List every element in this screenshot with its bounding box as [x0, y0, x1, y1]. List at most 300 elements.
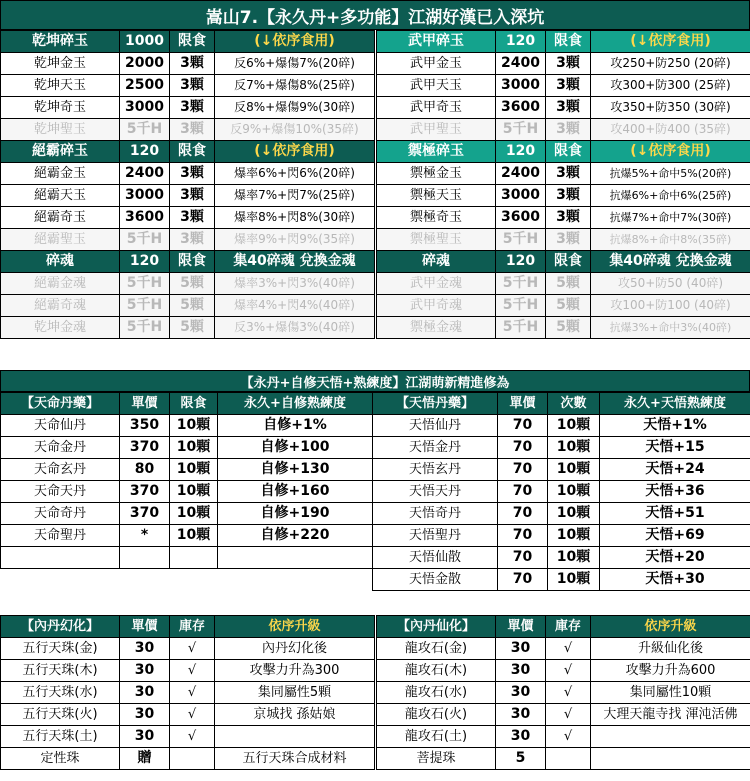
block-header-cell: (↓依序食用)	[591, 31, 750, 53]
item-row-cell: 3000	[120, 97, 170, 119]
stone-row-cell: 升級仙化後	[591, 638, 750, 660]
stone-row	[377, 704, 750, 726]
soul-header-cell: 限食	[170, 251, 215, 273]
stone-header-cell: 【內丹仙化】	[377, 616, 496, 638]
soul-row-cell: 5顆	[546, 273, 591, 295]
item-row-unavailable-cell: 反9%+爆傷10%(35碎)	[215, 119, 375, 141]
elixir-row-cell: 天悟+30	[600, 569, 750, 591]
item-row-cell: 3顆	[546, 97, 591, 119]
elixir-row-cell: 70	[498, 415, 548, 437]
stone-row	[377, 748, 750, 770]
pearl-row-cell: 五行天珠(金)	[1, 638, 120, 660]
elixir-row-cell: 天悟玄丹	[373, 459, 498, 481]
item-row-cell: 3顆	[170, 163, 215, 185]
item-row-unavailable	[377, 119, 750, 141]
item-row-cell: 3顆	[546, 163, 591, 185]
elixir-row-cell: 70	[498, 481, 548, 503]
soul-row-cell: 武甲金魂	[377, 273, 496, 295]
stone-header	[377, 616, 750, 638]
pearl-row	[1, 748, 375, 770]
elixir-row-cell: 10顆	[548, 547, 600, 569]
pearl-row	[1, 660, 375, 682]
item-row-unavailable	[1, 229, 375, 251]
block-header-cell: 1000	[120, 31, 170, 53]
elixir-row-cell: 天悟天丹	[373, 481, 498, 503]
elixir-row-cell: 10顆	[548, 459, 600, 481]
pearl-row-cell: 贈	[120, 748, 170, 770]
elixir-row-cell: 自修+100	[218, 437, 373, 459]
elixir-row-cell: 天命仙丹	[1, 415, 120, 437]
elixir-header	[1, 393, 373, 415]
elixir-header-cell: 永久+自修熟練度	[218, 393, 373, 415]
elixir-row-cell: 自修+1%	[218, 415, 373, 437]
item-row	[1, 97, 375, 119]
elixir-row-cell: 天命聖丹	[1, 525, 120, 547]
soul-row-cell: 絕霸奇魂	[1, 295, 120, 317]
pearl-row	[1, 726, 375, 748]
item-row-unavailable-cell: 抗爆8%+命中8%(35碎)	[591, 229, 750, 251]
elixir-row-cell: 10顆	[548, 437, 600, 459]
elixir-row	[1, 415, 373, 437]
pearl-row-cell: 30	[120, 726, 170, 748]
elixir-row-cell: 10顆	[170, 525, 218, 547]
elixir-row-cell: 天悟+20	[600, 547, 750, 569]
item-row	[1, 75, 375, 97]
stone-header-cell: 依序升級	[591, 616, 750, 638]
item-row-cell: 3600	[496, 97, 546, 119]
soul-row-cell: 抗爆3%+命中3%(40碎)	[591, 317, 750, 339]
item-row	[1, 185, 375, 207]
elixir-row	[373, 503, 750, 525]
pearl-row-cell	[215, 726, 375, 748]
elixir-row-cell: 10顆	[548, 415, 600, 437]
pearl-row-cell: 內丹幻化後	[215, 638, 375, 660]
pearl-row-cell: 五行天珠(土)	[1, 726, 120, 748]
block-header	[377, 141, 750, 163]
elixir-row-cell: 10顆	[170, 459, 218, 481]
block-header-cell: 乾坤碎玉	[1, 31, 120, 53]
elixir-row-cell: 天悟奇丹	[373, 503, 498, 525]
item-row-cell: 3600	[496, 207, 546, 229]
empty-cell	[120, 547, 170, 569]
item-row-cell: 抗爆6%+命中6%(25碎)	[591, 185, 750, 207]
elixir-header-cell: 限食	[170, 393, 218, 415]
pearl-row	[1, 704, 375, 726]
soul-row	[377, 273, 750, 295]
stone-row-cell: 龍攻石(土)	[377, 726, 496, 748]
item-row-unavailable-cell: 3顆	[546, 119, 591, 141]
item-row-cell: 爆率7%+閃7%(25碎)	[215, 185, 375, 207]
elixir-row	[373, 569, 750, 591]
item-row-unavailable-cell: 乾坤聖玉	[1, 119, 120, 141]
empty-cell	[170, 547, 218, 569]
item-row-cell: 絕霸金玉	[1, 163, 120, 185]
item-row-cell: 3顆	[546, 207, 591, 229]
soul-header-cell: 限食	[546, 251, 591, 273]
elixir-row-cell: 70	[498, 459, 548, 481]
elixir-row	[1, 481, 373, 503]
item-row-cell: 武甲金玉	[377, 53, 496, 75]
item-row-cell: 3顆	[546, 185, 591, 207]
elixir-row-cell: 370	[120, 503, 170, 525]
elixir-header	[373, 393, 750, 415]
item-row-cell: 禦極天玉	[377, 185, 496, 207]
item-row	[377, 75, 750, 97]
pearl-row-cell: √	[170, 704, 215, 726]
item-row-cell: 3顆	[546, 75, 591, 97]
soul-header-cell: 碎魂	[1, 251, 120, 273]
soul-row-cell: 5千H	[120, 295, 170, 317]
elixir-row-cell: 10顆	[548, 503, 600, 525]
elixir-row-cell: 天命奇丹	[1, 503, 120, 525]
elixir-row	[1, 525, 373, 547]
pearl-row-cell: √	[170, 682, 215, 704]
elixir-row-cell: 70	[498, 569, 548, 591]
item-row-unavailable-cell: 3顆	[546, 229, 591, 251]
elixir-row-cell: 350	[120, 415, 170, 437]
pearl-row-cell: 30	[120, 660, 170, 682]
block-header-cell: 120	[496, 141, 546, 163]
pearl-row-cell: 30	[120, 704, 170, 726]
stone-row-cell: √	[546, 638, 591, 660]
item-row-unavailable-cell: 3顆	[170, 229, 215, 251]
stone-header-cell: 單價	[496, 616, 546, 638]
pearl-row-cell	[170, 748, 215, 770]
stone-row-cell: 龍攻石(木)	[377, 660, 496, 682]
pearl-row	[1, 682, 375, 704]
elixir-header-cell: 【天命丹藥】	[1, 393, 120, 415]
soul-header-cell: 碎魂	[377, 251, 496, 273]
block-header	[1, 141, 375, 163]
stone-row-cell: 30	[496, 682, 546, 704]
block-header-cell: 限食	[546, 141, 591, 163]
pearl-row-cell: 京城找 孫姑娘	[215, 704, 375, 726]
stone-row-cell: 30	[496, 638, 546, 660]
elixir-row	[373, 525, 750, 547]
item-row-cell: 乾坤天玉	[1, 75, 120, 97]
pearl-row	[1, 638, 375, 660]
item-row-cell: 武甲天玉	[377, 75, 496, 97]
elixir-row-cell: 自修+130	[218, 459, 373, 481]
item-row-cell: 3顆	[170, 207, 215, 229]
stone-row	[377, 638, 750, 660]
elixir-row-cell: 天悟聖丹	[373, 525, 498, 547]
item-row-unavailable-cell: 武甲聖玉	[377, 119, 496, 141]
elixir-row-cell: 10顆	[170, 503, 218, 525]
pearl-row-cell: 30	[120, 638, 170, 660]
pearl-header-cell: 單價	[120, 616, 170, 638]
elixir-row-cell: 天悟+24	[600, 459, 750, 481]
pearl-header-cell: 庫存	[170, 616, 215, 638]
block-header-cell: (↓依序食用)	[591, 141, 750, 163]
pearl-header	[1, 616, 375, 638]
elixir-row-cell: 自修+160	[218, 481, 373, 503]
item-row-cell: 禦極金玉	[377, 163, 496, 185]
stone-row-cell	[546, 748, 591, 770]
item-row-cell: 禦極奇玉	[377, 207, 496, 229]
stone-header-cell: 庫存	[546, 616, 591, 638]
elixir-row-cell: 天悟仙散	[373, 547, 498, 569]
soul-row-cell: 5千H	[120, 317, 170, 339]
soul-header-cell: 120	[120, 251, 170, 273]
soul-header	[1, 251, 375, 273]
empty-cell	[218, 547, 373, 569]
neidan-huanhua-table	[0, 615, 375, 770]
elixir-row-cell: 370	[120, 437, 170, 459]
elixir-row-cell: 天悟仙丹	[373, 415, 498, 437]
item-row-cell: 3顆	[170, 53, 215, 75]
stone-row-cell: 龍攻石(火)	[377, 704, 496, 726]
item-row-unavailable-cell: 5千H	[496, 229, 546, 251]
elixir-row-cell: 370	[120, 481, 170, 503]
elixir-row	[373, 481, 750, 503]
elixir-row-cell: 天悟+69	[600, 525, 750, 547]
pearl-header-cell: 依序升級	[215, 616, 375, 638]
item-row-cell: 反6%+爆傷7%(20碎)	[215, 53, 375, 75]
soul-header	[377, 251, 750, 273]
item-row-cell: 攻300+防300 (25碎)	[591, 75, 750, 97]
stone-row	[377, 682, 750, 704]
elixir-row	[1, 437, 373, 459]
soul-row-cell: 禦極金魂	[377, 317, 496, 339]
stone-row-cell	[591, 726, 750, 748]
item-row-cell: 抗爆7%+命中7%(30碎)	[591, 207, 750, 229]
stone-row-cell	[591, 748, 750, 770]
item-row-cell: 3000	[120, 185, 170, 207]
item-row-unavailable-cell: 攻400+防400 (35碎)	[591, 119, 750, 141]
elixir-row-cell: 10顆	[548, 525, 600, 547]
item-row	[1, 163, 375, 185]
elixir-row-cell: 10顆	[548, 481, 600, 503]
pearl-row-cell: 五行天珠(火)	[1, 704, 120, 726]
stone-row-cell: √	[546, 726, 591, 748]
soul-row	[1, 295, 375, 317]
item-row-cell: 3顆	[170, 185, 215, 207]
block-header-cell: 禦極碎玉	[377, 141, 496, 163]
block-header-cell: 限食	[170, 141, 215, 163]
item-row-unavailable-cell: 5千H	[120, 119, 170, 141]
item-row-cell: 攻250+防250 (20碎)	[591, 53, 750, 75]
item-row-cell: 2500	[120, 75, 170, 97]
item-row-unavailable-cell: 5千H	[120, 229, 170, 251]
stone-row-cell: √	[546, 704, 591, 726]
item-row-cell: 3000	[496, 185, 546, 207]
item-row-cell: 3顆	[170, 75, 215, 97]
soul-row-cell: 5顆	[546, 295, 591, 317]
pearl-row-cell: 五行天珠(水)	[1, 682, 120, 704]
stone-row	[377, 660, 750, 682]
block-header	[377, 31, 750, 53]
item-row-cell: 絕霸天玉	[1, 185, 120, 207]
soul-row-cell: 爆率3%+閃3%(40碎)	[215, 273, 375, 295]
elixir-row-cell: 10顆	[170, 415, 218, 437]
elixir-row	[373, 547, 750, 569]
elixir-row-cell: 天悟金散	[373, 569, 498, 591]
pearl-row-cell: √	[170, 660, 215, 682]
block-header-cell: 限食	[546, 31, 591, 53]
pearl-row-cell: 定性珠	[1, 748, 120, 770]
item-row-unavailable-cell: 5千H	[496, 119, 546, 141]
elixir-row	[1, 503, 373, 525]
stone-row-cell: 集同屬性10顆	[591, 682, 750, 704]
elixir-row	[1, 459, 373, 481]
stone-row-cell: 30	[496, 726, 546, 748]
jade-table-left	[0, 30, 375, 339]
item-row-cell: 3000	[496, 75, 546, 97]
soul-row-cell: 5千H	[120, 273, 170, 295]
stone-row-cell: 30	[496, 660, 546, 682]
item-row	[377, 97, 750, 119]
item-row-unavailable-cell: 禦極聖玉	[377, 229, 496, 251]
soul-header-cell: 120	[496, 251, 546, 273]
block-header-cell: 限食	[170, 31, 215, 53]
stone-row-cell: 大理天龍寺找 渾沌活佛	[591, 704, 750, 726]
elixir-row-cell: 70	[498, 503, 548, 525]
empty-cell	[1, 547, 120, 569]
item-row-cell: 2400	[496, 53, 546, 75]
elixir-row-cell: 天悟+15	[600, 437, 750, 459]
soul-header-cell: 集40碎魂 兌換金魂	[215, 251, 375, 273]
item-row-cell: 2000	[120, 53, 170, 75]
jade-table-right	[376, 30, 750, 339]
item-row-unavailable	[1, 119, 375, 141]
elixir-row-cell: 80	[120, 459, 170, 481]
elixir-row-cell: 70	[498, 437, 548, 459]
item-row-cell: 絕霸奇玉	[1, 207, 120, 229]
elixir-row	[373, 459, 750, 481]
block-header-cell: (↓依序食用)	[215, 31, 375, 53]
stone-row-cell: 攻擊力升為600	[591, 660, 750, 682]
elixir-header-cell: 單價	[120, 393, 170, 415]
soul-row-cell: 5顆	[546, 317, 591, 339]
elixir-row	[373, 437, 750, 459]
soul-row-cell: 5顆	[170, 317, 215, 339]
elixir-row-cell: 天悟金丹	[373, 437, 498, 459]
item-row	[377, 207, 750, 229]
soul-row-cell: 5顆	[170, 273, 215, 295]
soul-row-cell: 5千H	[496, 295, 546, 317]
pearl-row-cell: 30	[120, 682, 170, 704]
elixir-header-cell: 永久+天悟熟練度	[600, 393, 750, 415]
item-row-unavailable	[377, 229, 750, 251]
block-header-cell: (↓依序食用)	[215, 141, 375, 163]
elixir-row-cell: 天命玄丹	[1, 459, 120, 481]
soul-row-cell: 乾坤金魂	[1, 317, 120, 339]
item-row-cell: 爆率8%+閃8%(30碎)	[215, 207, 375, 229]
stone-row-cell: 龍攻石(水)	[377, 682, 496, 704]
item-row-cell: 乾坤金玉	[1, 53, 120, 75]
item-row	[377, 185, 750, 207]
elixir-row-cell: 10顆	[170, 481, 218, 503]
soul-header-cell: 集40碎魂 兌換金魂	[591, 251, 750, 273]
pearl-row-cell: √	[170, 726, 215, 748]
neidan-xianhua-table	[376, 615, 750, 770]
tianwu-elixir-table	[372, 392, 750, 591]
soul-row-cell: 5顆	[170, 295, 215, 317]
section-band-elixir: 【永丹+自修天悟+熟練度】江湖萌新精進修為	[0, 370, 750, 392]
item-row-unavailable-cell: 絕霸聖玉	[1, 229, 120, 251]
elixir-row	[373, 415, 750, 437]
soul-row-cell: 絕霸金魂	[1, 273, 120, 295]
soul-row-cell: 武甲奇魂	[377, 295, 496, 317]
empty-row	[1, 547, 373, 569]
elixir-header-cell: 【天悟丹藥】	[373, 393, 498, 415]
soul-row-cell: 攻50+防50 (40碎)	[591, 273, 750, 295]
elixir-row-cell: *	[120, 525, 170, 547]
tianming-elixir-table	[0, 392, 373, 569]
soul-row	[377, 295, 750, 317]
soul-row	[377, 317, 750, 339]
item-row-cell: 攻350+防350 (30碎)	[591, 97, 750, 119]
item-row	[1, 207, 375, 229]
elixir-row-cell: 70	[498, 547, 548, 569]
elixir-row-cell: 10顆	[548, 569, 600, 591]
block-header	[1, 31, 375, 53]
item-row	[1, 53, 375, 75]
elixir-header-cell: 次數	[548, 393, 600, 415]
soul-row-cell: 爆率4%+閃4%(40碎)	[215, 295, 375, 317]
pearl-row-cell: 五行天珠合成材料	[215, 748, 375, 770]
stone-row-cell: 龍攻石(金)	[377, 638, 496, 660]
item-row-cell: 2400	[120, 163, 170, 185]
pearl-row-cell: 五行天珠(木)	[1, 660, 120, 682]
item-row-cell: 武甲奇玉	[377, 97, 496, 119]
block-header-cell: 120	[496, 31, 546, 53]
stone-row-cell: √	[546, 660, 591, 682]
elixir-row-cell: 70	[498, 525, 548, 547]
elixir-row-cell: 天命金丹	[1, 437, 120, 459]
item-row-cell: 乾坤奇玉	[1, 97, 120, 119]
pearl-row-cell: 攻擊力升為300	[215, 660, 375, 682]
soul-row-cell: 攻100+防100 (40碎)	[591, 295, 750, 317]
item-row-cell: 反7%+爆傷8%(25碎)	[215, 75, 375, 97]
soul-row	[1, 273, 375, 295]
block-header-cell: 武甲碎玉	[377, 31, 496, 53]
block-header-cell: 120	[120, 141, 170, 163]
item-row-cell: 反8%+爆傷9%(30碎)	[215, 97, 375, 119]
elixir-row-cell: 天命天丹	[1, 481, 120, 503]
elixir-row-cell: 天悟+1%	[600, 415, 750, 437]
item-row	[377, 53, 750, 75]
pearl-header-cell: 【內丹幻化】	[1, 616, 120, 638]
stone-row-cell: √	[546, 682, 591, 704]
elixir-row-cell: 10顆	[170, 437, 218, 459]
item-row-cell: 2400	[496, 163, 546, 185]
soul-row-cell: 5千H	[496, 317, 546, 339]
soul-row-cell: 5千H	[496, 273, 546, 295]
soul-row	[1, 317, 375, 339]
elixir-header-cell: 單價	[498, 393, 548, 415]
item-row-unavailable-cell: 爆率9%+閃9%(35碎)	[215, 229, 375, 251]
pearl-row-cell: √	[170, 638, 215, 660]
item-row-cell: 3顆	[546, 53, 591, 75]
soul-row-cell: 反3%+爆傷3%(40碎)	[215, 317, 375, 339]
stone-row-cell: 30	[496, 704, 546, 726]
elixir-row-cell: 天悟+36	[600, 481, 750, 503]
item-row-unavailable-cell: 3顆	[170, 119, 215, 141]
pearl-row-cell: 集同屬性5顆	[215, 682, 375, 704]
item-row-cell: 3600	[120, 207, 170, 229]
item-row-cell: 爆率6%+閃6%(20碎)	[215, 163, 375, 185]
stone-row-cell: 5	[496, 748, 546, 770]
item-row	[377, 163, 750, 185]
elixir-row-cell: 天悟+51	[600, 503, 750, 525]
elixir-row-cell: 自修+220	[218, 525, 373, 547]
page-title: 嵩山7.【永久丹+多功能】江湖好漢已入深坑	[0, 0, 750, 30]
item-row-cell: 3顆	[170, 97, 215, 119]
stone-row	[377, 726, 750, 748]
block-header-cell: 絕霸碎玉	[1, 141, 120, 163]
